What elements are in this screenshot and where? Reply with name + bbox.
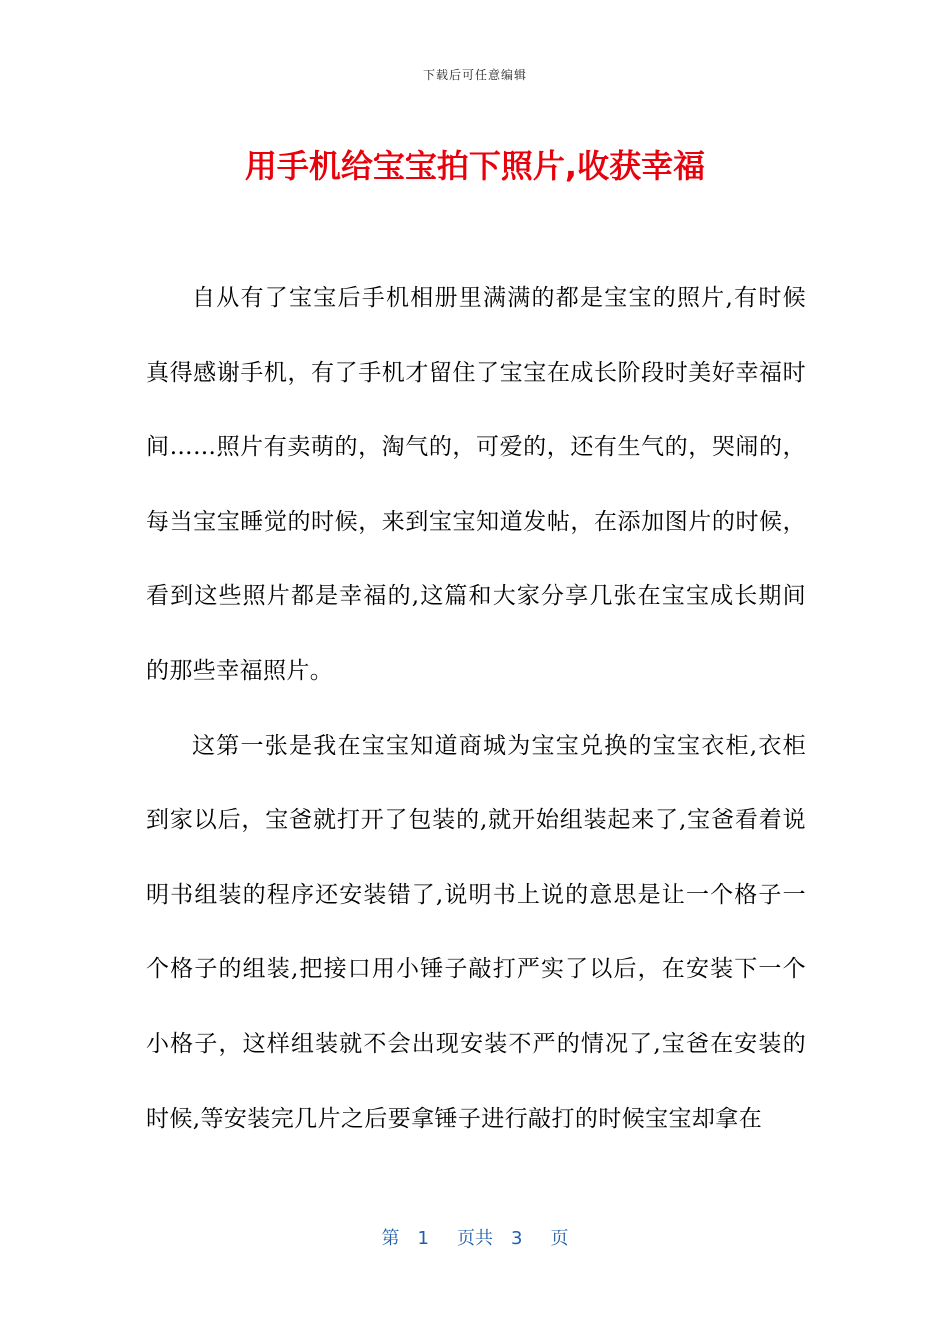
document-title: 用手机给宝宝拍下照片,收获幸福 xyxy=(244,147,706,185)
footer-page-label: 第 xyxy=(381,1228,400,1249)
footer-total-pages: 3 xyxy=(511,1228,523,1249)
page-footer xyxy=(0,1224,950,1254)
footer-of-label: 页共 xyxy=(457,1228,493,1249)
header-note: 下载后可任意编辑 xyxy=(422,68,527,82)
footer-end-label: 页 xyxy=(550,1228,569,1249)
document-body xyxy=(146,261,806,1156)
footer-current-page: 1 xyxy=(417,1228,429,1249)
paragraph: 这第一张是我在宝宝知道商城为宝宝兑换的宝宝衣柜,衣柜到家以后，宝爸就打开了包装的,就开始组装起来了,宝爸看着说明书组装的程序还安装错了,说明书上说的意思是让一个格子一个格子的组装,把接口用小锤子敲打严实了以后，在安装下一个小格子，这样组装就不会出现安装不严的情况了,宝爸在安装的时候,等安装完几片之后要拿锤子进行敲打的时候宝宝却拿在 xyxy=(146,732,806,1132)
paragraph: 自从有了宝宝后手机相册里满满的都是宝宝的照片,有时候真得感谢手机，有了手机才留住了宝宝在成长阶段时美好幸福时间……照片有卖萌的，淘气的，可爱的，还有生气的，哭闹的，每当宝宝睡觉的时候，来到宝宝知道发帖，在添加图片的时候，看到这些照片都是幸福的,这篇和大家分享几张在宝宝成长期间的那些幸福照片。 xyxy=(146,285,806,684)
